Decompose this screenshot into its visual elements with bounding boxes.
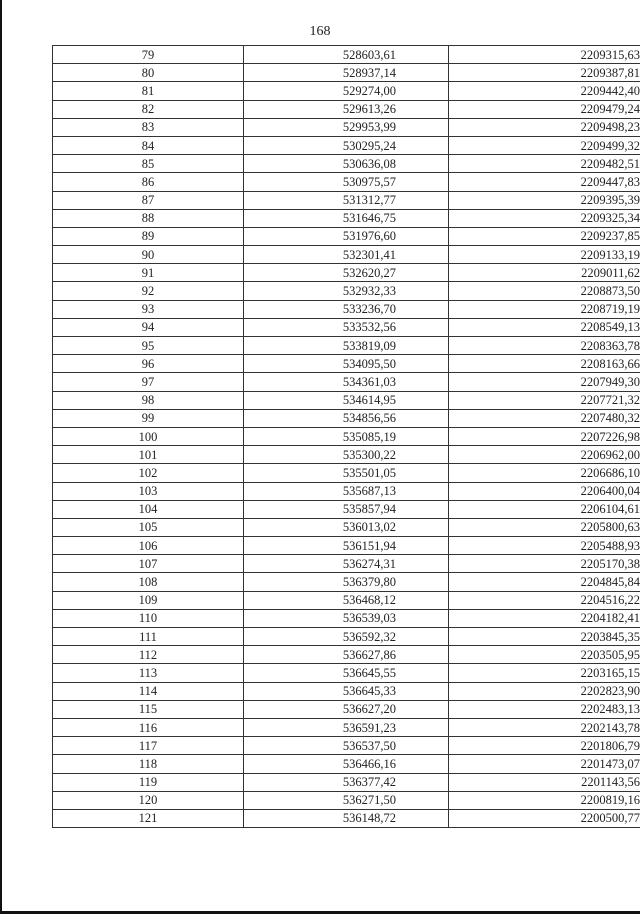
- point-number-cell: 117: [53, 737, 244, 755]
- x-coordinate-cell: 535501,05: [244, 464, 449, 482]
- x-coordinate-cell: 536148,72: [244, 809, 449, 827]
- y-coordinate-cell: 2209011,62: [449, 264, 640, 282]
- x-coordinate-cell: 535687,13: [244, 482, 449, 500]
- point-number-cell: 86: [53, 173, 244, 191]
- x-coordinate-cell: 536537,50: [244, 737, 449, 755]
- y-coordinate-cell: 2208719,19: [449, 300, 640, 318]
- y-coordinate-cell: 2207226,98: [449, 427, 640, 445]
- point-number-cell: 88: [53, 209, 244, 227]
- table-row: [53, 427, 640, 445]
- y-coordinate-cell: 2202823,90: [449, 682, 640, 700]
- table-row: [53, 755, 640, 773]
- table-row: [53, 591, 640, 609]
- x-coordinate-cell: 530636,08: [244, 155, 449, 173]
- x-coordinate-cell: 531976,60: [244, 227, 449, 245]
- table-row: [53, 700, 640, 718]
- y-coordinate-cell: 2207480,32: [449, 409, 640, 427]
- table-row: [53, 682, 640, 700]
- x-coordinate-cell: 536377,42: [244, 773, 449, 791]
- x-coordinate-cell: 536274,31: [244, 555, 449, 573]
- y-coordinate-cell: 2208363,78: [449, 337, 640, 355]
- point-number-cell: 110: [53, 609, 244, 627]
- point-number-cell: 108: [53, 573, 244, 591]
- point-number-cell: 105: [53, 518, 244, 536]
- point-number-cell: 93: [53, 300, 244, 318]
- table-row: [53, 791, 640, 809]
- y-coordinate-cell: 2202483,13: [449, 700, 640, 718]
- x-coordinate-cell: 529613,26: [244, 100, 449, 118]
- x-coordinate-cell: 536627,86: [244, 646, 449, 664]
- x-coordinate-cell: 531646,75: [244, 209, 449, 227]
- table-row: [53, 809, 640, 827]
- x-coordinate-cell: 536592,32: [244, 628, 449, 646]
- y-coordinate-cell: 2203165,15: [449, 664, 640, 682]
- y-coordinate-cell: 2201473,07: [449, 755, 640, 773]
- y-coordinate-cell: 2209315,63: [449, 46, 640, 64]
- x-coordinate-cell: 536271,50: [244, 791, 449, 809]
- point-number-cell: 102: [53, 464, 244, 482]
- y-coordinate-cell: 2200500,77: [449, 809, 640, 827]
- table-row: [53, 82, 640, 100]
- coordinates-table: [52, 45, 640, 828]
- table-row: [53, 227, 640, 245]
- table-row: [53, 173, 640, 191]
- point-number-cell: 115: [53, 700, 244, 718]
- table-row: [53, 300, 640, 318]
- table-row: [53, 337, 640, 355]
- point-number-cell: 120: [53, 791, 244, 809]
- table-row: [53, 155, 640, 173]
- point-number-cell: 89: [53, 227, 244, 245]
- point-number-cell: 82: [53, 100, 244, 118]
- table-row: [53, 518, 640, 536]
- table-row: [53, 409, 640, 427]
- y-coordinate-cell: 2203505,95: [449, 646, 640, 664]
- y-coordinate-cell: 2206962,00: [449, 446, 640, 464]
- x-coordinate-cell: 528603,61: [244, 46, 449, 64]
- x-coordinate-cell: 532932,33: [244, 282, 449, 300]
- table-row: [53, 46, 640, 64]
- table-row: [53, 100, 640, 118]
- table-row: [53, 573, 640, 591]
- point-number-cell: 104: [53, 500, 244, 518]
- point-number-cell: 107: [53, 555, 244, 573]
- x-coordinate-cell: 536151,94: [244, 537, 449, 555]
- y-coordinate-cell: 2209499,32: [449, 136, 640, 154]
- point-number-cell: 87: [53, 191, 244, 209]
- table-row: [53, 737, 640, 755]
- point-number-cell: 111: [53, 628, 244, 646]
- y-coordinate-cell: 2200819,16: [449, 791, 640, 809]
- table-row: [53, 246, 640, 264]
- point-number-cell: 100: [53, 427, 244, 445]
- x-coordinate-cell: 536013,02: [244, 518, 449, 536]
- y-coordinate-cell: 2209387,81: [449, 64, 640, 82]
- y-coordinate-cell: 2203845,35: [449, 628, 640, 646]
- point-number-cell: 92: [53, 282, 244, 300]
- table-row: [53, 664, 640, 682]
- x-coordinate-cell: 533236,70: [244, 300, 449, 318]
- point-number-cell: 114: [53, 682, 244, 700]
- y-coordinate-cell: 2209482,51: [449, 155, 640, 173]
- table-row: [53, 555, 640, 573]
- point-number-cell: 83: [53, 118, 244, 136]
- x-coordinate-cell: 536379,80: [244, 573, 449, 591]
- coordinates-table-body: [53, 46, 640, 828]
- y-coordinate-cell: 2206400,04: [449, 482, 640, 500]
- table-row: [53, 446, 640, 464]
- table-row: [53, 537, 640, 555]
- y-coordinate-cell: 2209447,83: [449, 173, 640, 191]
- point-number-cell: 116: [53, 718, 244, 736]
- x-coordinate-cell: 535085,19: [244, 427, 449, 445]
- table-row: [53, 191, 640, 209]
- y-coordinate-cell: 2201143,56: [449, 773, 640, 791]
- y-coordinate-cell: 2208873,50: [449, 282, 640, 300]
- y-coordinate-cell: 2209133,19: [449, 246, 640, 264]
- y-coordinate-cell: 2206104,61: [449, 500, 640, 518]
- x-coordinate-cell: 534095,50: [244, 355, 449, 373]
- table-row: [53, 482, 640, 500]
- y-coordinate-cell: 2206686,10: [449, 464, 640, 482]
- y-coordinate-cell: 2209479,24: [449, 100, 640, 118]
- scan-edge-left: [0, 0, 2, 914]
- y-coordinate-cell: 2209325,34: [449, 209, 640, 227]
- x-coordinate-cell: 534614,95: [244, 391, 449, 409]
- y-coordinate-cell: 2209442,40: [449, 82, 640, 100]
- x-coordinate-cell: 535857,94: [244, 500, 449, 518]
- y-coordinate-cell: 2208163,66: [449, 355, 640, 373]
- table-row: [53, 355, 640, 373]
- table-row: [53, 609, 640, 627]
- point-number-cell: 84: [53, 136, 244, 154]
- table-row: [53, 718, 640, 736]
- point-number-cell: 79: [53, 46, 244, 64]
- x-coordinate-cell: 531312,77: [244, 191, 449, 209]
- table-row: [53, 464, 640, 482]
- y-coordinate-cell: 2209237,85: [449, 227, 640, 245]
- y-coordinate-cell: 2205800,63: [449, 518, 640, 536]
- x-coordinate-cell: 534361,03: [244, 373, 449, 391]
- point-number-cell: 85: [53, 155, 244, 173]
- table-row: [53, 64, 640, 82]
- y-coordinate-cell: 2208549,13: [449, 318, 640, 336]
- table-row: [53, 136, 640, 154]
- table-row: [53, 500, 640, 518]
- point-number-cell: 98: [53, 391, 244, 409]
- x-coordinate-cell: 532301,41: [244, 246, 449, 264]
- table-row: [53, 282, 640, 300]
- table-row: [53, 264, 640, 282]
- y-coordinate-cell: 2202143,78: [449, 718, 640, 736]
- y-coordinate-cell: 2209498,23: [449, 118, 640, 136]
- point-number-cell: 119: [53, 773, 244, 791]
- x-coordinate-cell: 536627,20: [244, 700, 449, 718]
- point-number-cell: 109: [53, 591, 244, 609]
- point-number-cell: 94: [53, 318, 244, 336]
- y-coordinate-cell: 2204182,41: [449, 609, 640, 627]
- x-coordinate-cell: 529953,99: [244, 118, 449, 136]
- point-number-cell: 99: [53, 409, 244, 427]
- point-number-cell: 112: [53, 646, 244, 664]
- point-number-cell: 80: [53, 64, 244, 82]
- y-coordinate-cell: 2207949,30: [449, 373, 640, 391]
- y-coordinate-cell: 2201806,79: [449, 737, 640, 755]
- point-number-cell: 90: [53, 246, 244, 264]
- table-row: [53, 628, 640, 646]
- x-coordinate-cell: 530295,24: [244, 136, 449, 154]
- x-coordinate-cell: 535300,22: [244, 446, 449, 464]
- x-coordinate-cell: 534856,56: [244, 409, 449, 427]
- point-number-cell: 96: [53, 355, 244, 373]
- point-number-cell: 91: [53, 264, 244, 282]
- x-coordinate-cell: 528937,14: [244, 64, 449, 82]
- y-coordinate-cell: 2209395,39: [449, 191, 640, 209]
- x-coordinate-cell: 529274,00: [244, 82, 449, 100]
- table-row: [53, 773, 640, 791]
- y-coordinate-cell: 2205488,93: [449, 537, 640, 555]
- point-number-cell: 113: [53, 664, 244, 682]
- x-coordinate-cell: 536466,16: [244, 755, 449, 773]
- table-row: [53, 318, 640, 336]
- point-number-cell: 97: [53, 373, 244, 391]
- x-coordinate-cell: 536645,33: [244, 682, 449, 700]
- point-number-cell: 118: [53, 755, 244, 773]
- y-coordinate-cell: 2204845,84: [449, 573, 640, 591]
- table-row: [53, 391, 640, 409]
- x-coordinate-cell: 533532,56: [244, 318, 449, 336]
- y-coordinate-cell: 2205170,38: [449, 555, 640, 573]
- point-number-cell: 95: [53, 337, 244, 355]
- y-coordinate-cell: 2207721,32: [449, 391, 640, 409]
- point-number-cell: 103: [53, 482, 244, 500]
- page-number: 168: [309, 24, 331, 39]
- x-coordinate-cell: 536645,55: [244, 664, 449, 682]
- point-number-cell: 121: [53, 809, 244, 827]
- point-number-cell: 101: [53, 446, 244, 464]
- point-number-cell: 81: [53, 82, 244, 100]
- x-coordinate-cell: 536468,12: [244, 591, 449, 609]
- x-coordinate-cell: 536539,03: [244, 609, 449, 627]
- table-row: [53, 373, 640, 391]
- x-coordinate-cell: 536591,23: [244, 718, 449, 736]
- y-coordinate-cell: 2204516,22: [449, 591, 640, 609]
- table-row: [53, 209, 640, 227]
- x-coordinate-cell: 533819,09: [244, 337, 449, 355]
- table-row: [53, 118, 640, 136]
- x-coordinate-cell: 532620,27: [244, 264, 449, 282]
- x-coordinate-cell: 530975,57: [244, 173, 449, 191]
- table-row: [53, 646, 640, 664]
- point-number-cell: 106: [53, 537, 244, 555]
